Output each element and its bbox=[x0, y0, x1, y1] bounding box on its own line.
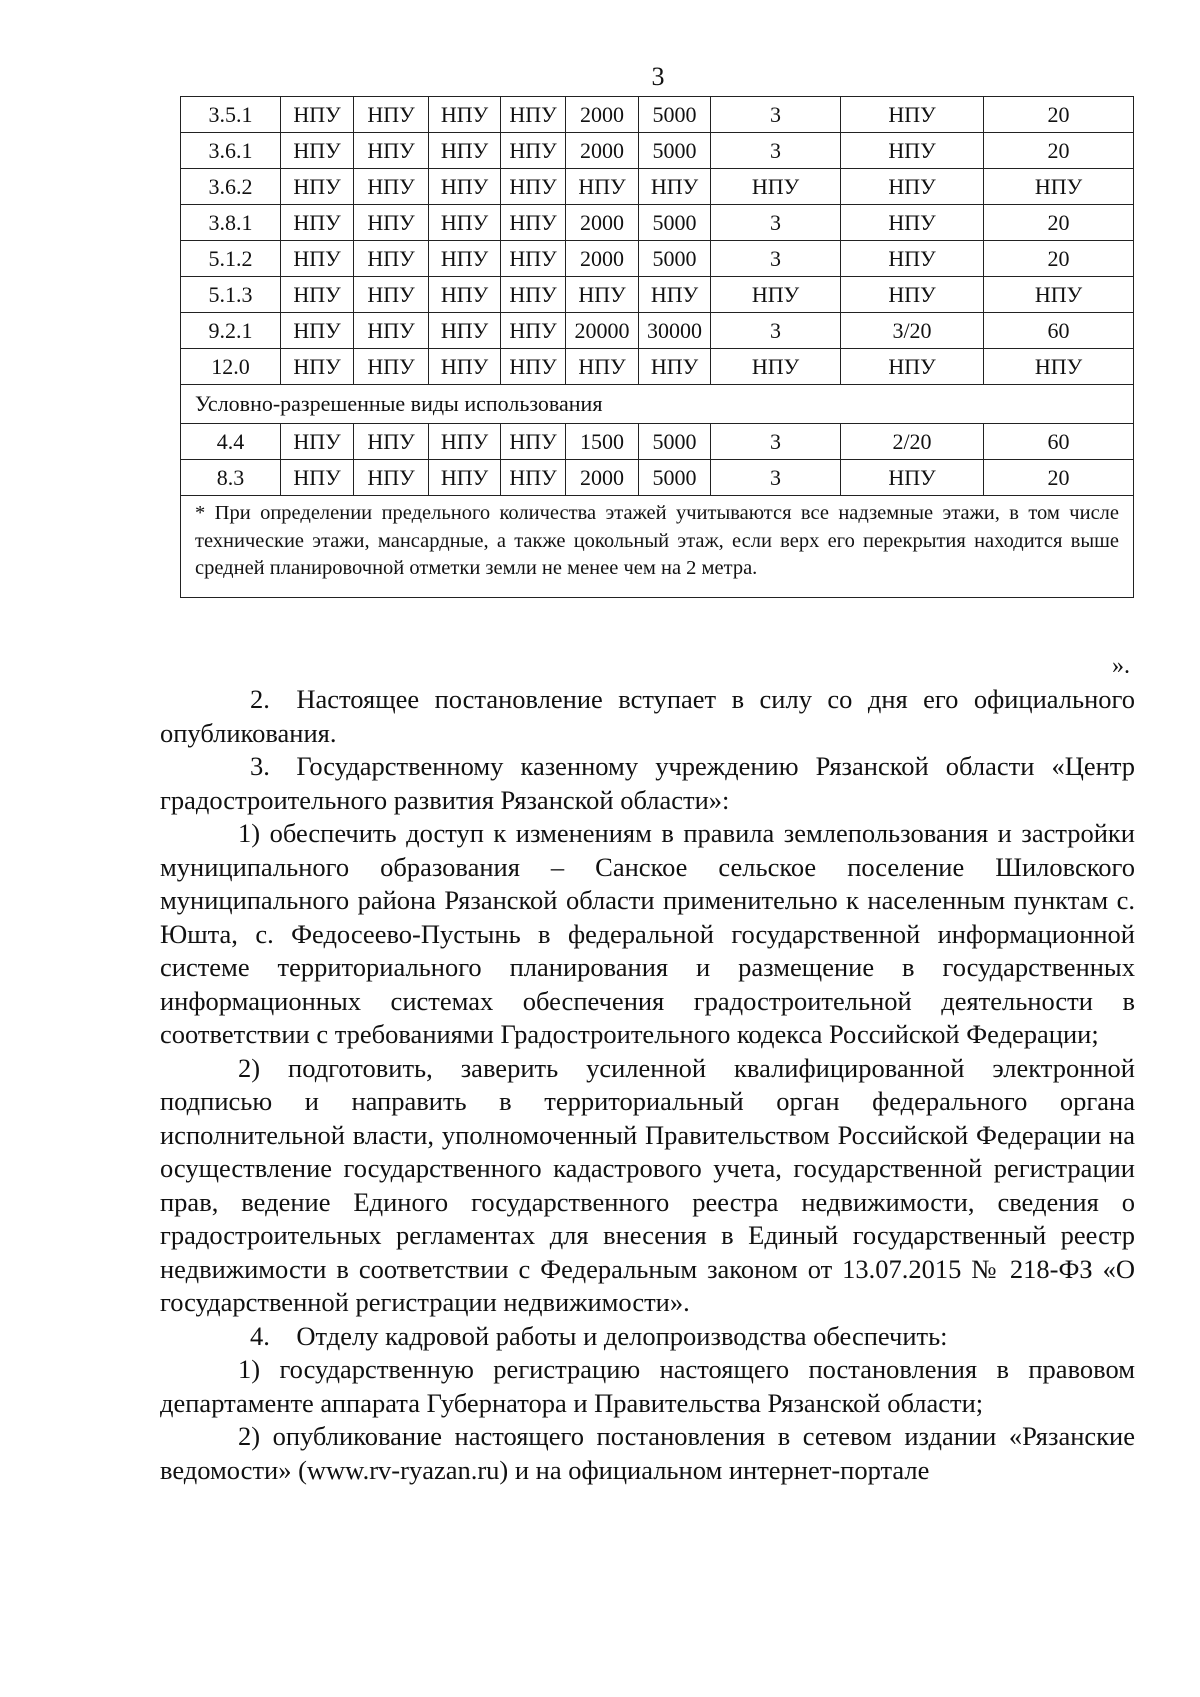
closing-quote: ». bbox=[1112, 653, 1130, 679]
table-cell: 9.2.1 bbox=[181, 313, 281, 349]
table-cell: НПУ bbox=[354, 97, 429, 133]
table-cell: НПУ bbox=[429, 205, 501, 241]
table-cell: 20 bbox=[984, 133, 1134, 169]
table-cell: 12.0 bbox=[181, 349, 281, 385]
table-cell: НПУ bbox=[354, 133, 429, 169]
table-cell: НПУ bbox=[501, 460, 566, 496]
table-cell: НПУ bbox=[354, 424, 429, 460]
table-cell: НПУ bbox=[501, 277, 566, 313]
table-cell: НПУ bbox=[984, 169, 1134, 205]
paragraph-item-2: 2. Настоящее постановление вступает в силу со дня его официального опубликования. bbox=[160, 684, 1135, 748]
table-cell: 5000 bbox=[639, 133, 711, 169]
table-row bbox=[181, 205, 1134, 241]
table-cell: 8.3 bbox=[181, 460, 281, 496]
table-cell: НПУ bbox=[281, 241, 354, 277]
table-cell: НПУ bbox=[354, 277, 429, 313]
table-cell: НПУ bbox=[281, 205, 354, 241]
table-cell: 3 bbox=[711, 460, 841, 496]
table-cell: 60 bbox=[984, 424, 1134, 460]
table-cell: 3 bbox=[711, 424, 841, 460]
table-cell: 30000 bbox=[639, 313, 711, 349]
table-cell: НПУ bbox=[281, 313, 354, 349]
table-cell: НПУ bbox=[429, 97, 501, 133]
table-cell: 5000 bbox=[639, 97, 711, 133]
table-row bbox=[181, 241, 1134, 277]
table-cell: НПУ bbox=[429, 169, 501, 205]
table-cell: НПУ bbox=[281, 133, 354, 169]
table-cell: НПУ bbox=[501, 424, 566, 460]
table-cell: 1500 bbox=[566, 424, 639, 460]
table-row bbox=[181, 349, 1134, 385]
table-section-title: Условно-разрешенные виды использования bbox=[181, 385, 1134, 424]
table-cell: НПУ bbox=[354, 349, 429, 385]
table-cell: НПУ bbox=[281, 169, 354, 205]
table-cell: НПУ bbox=[841, 349, 984, 385]
table-cell: НПУ bbox=[501, 349, 566, 385]
table-row bbox=[181, 97, 1134, 133]
table-cell: 5.1.2 bbox=[181, 241, 281, 277]
table-row bbox=[181, 277, 1134, 313]
table-cell: НПУ bbox=[501, 205, 566, 241]
table-cell: НПУ bbox=[354, 169, 429, 205]
table-cell: НПУ bbox=[984, 349, 1134, 385]
table-cell: НПУ bbox=[354, 205, 429, 241]
table-cell: НПУ bbox=[429, 277, 501, 313]
table-cell: 20 bbox=[984, 97, 1134, 133]
table-cell: НПУ bbox=[841, 169, 984, 205]
table-cell: 20 bbox=[984, 205, 1134, 241]
table-cell: 5000 bbox=[639, 424, 711, 460]
table-cell: НПУ bbox=[566, 349, 639, 385]
table-cell: НПУ bbox=[566, 169, 639, 205]
table-cell: НПУ bbox=[841, 133, 984, 169]
table-cell: 5.1.3 bbox=[181, 277, 281, 313]
table-row bbox=[181, 460, 1134, 496]
table-cell: НПУ bbox=[711, 349, 841, 385]
table-cell: НПУ bbox=[281, 460, 354, 496]
table-row bbox=[181, 169, 1134, 205]
table-cell: 3.6.1 bbox=[181, 133, 281, 169]
table-cell: НПУ bbox=[354, 460, 429, 496]
table-cell: НПУ bbox=[501, 169, 566, 205]
table-cell: НПУ bbox=[281, 277, 354, 313]
table-cell: 2000 bbox=[566, 205, 639, 241]
table-cell: НПУ bbox=[281, 424, 354, 460]
table-cell: НПУ bbox=[841, 241, 984, 277]
table-cell: 3 bbox=[711, 313, 841, 349]
table-cell: 3.8.1 bbox=[181, 205, 281, 241]
table-cell: НПУ bbox=[429, 424, 501, 460]
table-cell: 2000 bbox=[566, 460, 639, 496]
table-cell: 3.5.1 bbox=[181, 97, 281, 133]
table-cell: 5000 bbox=[639, 460, 711, 496]
table-cell: 2000 bbox=[566, 97, 639, 133]
table-cell: НПУ bbox=[429, 241, 501, 277]
paragraph-item-4-2: 2) опубликование настоящего постановления в сетевом издании «Рязанские ведомости» (www.rv-ryazan.ru) и на официальном интернет-портале bbox=[160, 1421, 1135, 1485]
paragraph-item-4-1: 1) государственную регистрацию настоящего постановления в правовом департаменте аппарата Губернатора и Правительства Рязанской области; bbox=[160, 1354, 1135, 1418]
table-cell: НПУ bbox=[501, 241, 566, 277]
table-cell: НПУ bbox=[984, 277, 1134, 313]
table-row bbox=[181, 313, 1134, 349]
table-cell: НПУ bbox=[429, 313, 501, 349]
table-cell: 60 bbox=[984, 313, 1134, 349]
table-cell: 2/20 bbox=[841, 424, 984, 460]
table-cell: НПУ bbox=[501, 97, 566, 133]
table-cell: 20000 bbox=[566, 313, 639, 349]
table-cell: 3 bbox=[711, 133, 841, 169]
table-cell: 5000 bbox=[639, 241, 711, 277]
table-cell: НПУ bbox=[841, 460, 984, 496]
table-cell: НПУ bbox=[354, 241, 429, 277]
document-body bbox=[160, 683, 1135, 1487]
table-cell: НПУ bbox=[354, 313, 429, 349]
table-cell: НПУ bbox=[841, 205, 984, 241]
paragraph-item-3-1: 1) обеспечить доступ к изменениям в правила землепользования и застройки муниципального образования – Санское сельское поселение Шиловского муниципального района Рязанской области применительно к населенным пунктам с. Юшта, с. Федосеево-Пустынь в федеральной государственной информационной системе территориального планирования и размещение в государственных информационных системах обеспечения градостроительной деятельности в соответствии с требованиями Градостроительного кодекса Российской Федерации; bbox=[160, 818, 1135, 1049]
table-cell: НПУ bbox=[429, 133, 501, 169]
table-footnote: * При определении предельного количества этажей учитываются все надземные этажи, в том числе технические этажи, мансардные, а также цокольный этаж, если верх его перекрытия находится выше средней планировочной отметки земли не менее чем на 2 метра. bbox=[181, 496, 1134, 598]
table-cell: НПУ bbox=[639, 277, 711, 313]
table-cell: НПУ bbox=[639, 169, 711, 205]
table-cell: НПУ bbox=[639, 349, 711, 385]
table-cell: 3 bbox=[711, 205, 841, 241]
table-cell: НПУ bbox=[429, 349, 501, 385]
paragraph-item-3: 3. Государственному казенному учреждению Рязанской области «Центр градостроительного развития Рязанской области»: bbox=[160, 751, 1135, 815]
table-cell: НПУ bbox=[841, 277, 984, 313]
table-cell: 3 bbox=[711, 241, 841, 277]
table-cell: НПУ bbox=[711, 169, 841, 205]
table-cell: 2000 bbox=[566, 133, 639, 169]
table-section-row bbox=[181, 385, 1134, 424]
table-row bbox=[181, 424, 1134, 460]
table-cell: 3 bbox=[711, 97, 841, 133]
table-body-main bbox=[181, 97, 1134, 598]
table-cell: НПУ bbox=[841, 97, 984, 133]
page-number: 3 bbox=[651, 62, 665, 91]
table-cell: НПУ bbox=[501, 133, 566, 169]
paragraph-item-4: 4. Отделу кадровой работы и делопроизводства обеспечить: bbox=[250, 1320, 948, 1351]
regulations-table bbox=[180, 96, 1134, 598]
table-cell: НПУ bbox=[566, 277, 639, 313]
paragraph-item-3-2: 2) подготовить, заверить усиленной квалифицированной электронной подписью и направить в территориальный орган федерального органа исполнительной власти, уполномоченный Правительством Российской Федерации на осуществление государственного кадастрового учета, государственной регистрации прав, ведение Единого государственного реестра недвижимости, сведения о градостроительных регламентах для внесения в Единый государственный реестр недвижимости в соответствии с Федеральным законом от 13.07.2015 № 218-ФЗ «О государственной регистрации недвижимости». bbox=[160, 1052, 1135, 1317]
table-cell: НПУ bbox=[501, 313, 566, 349]
table-row bbox=[181, 133, 1134, 169]
table-cell: 5000 bbox=[639, 205, 711, 241]
table-cell: НПУ bbox=[281, 349, 354, 385]
table-cell: 3/20 bbox=[841, 313, 984, 349]
table-cell: 2000 bbox=[566, 241, 639, 277]
table-cell: 20 bbox=[984, 460, 1134, 496]
table-footnote-row bbox=[181, 496, 1134, 598]
table-cell: НПУ bbox=[429, 460, 501, 496]
table-cell: 20 bbox=[984, 241, 1134, 277]
table-cell: 3.6.2 bbox=[181, 169, 281, 205]
table-cell: НПУ bbox=[281, 97, 354, 133]
table-cell: НПУ bbox=[711, 277, 841, 313]
table-cell: 4.4 bbox=[181, 424, 281, 460]
